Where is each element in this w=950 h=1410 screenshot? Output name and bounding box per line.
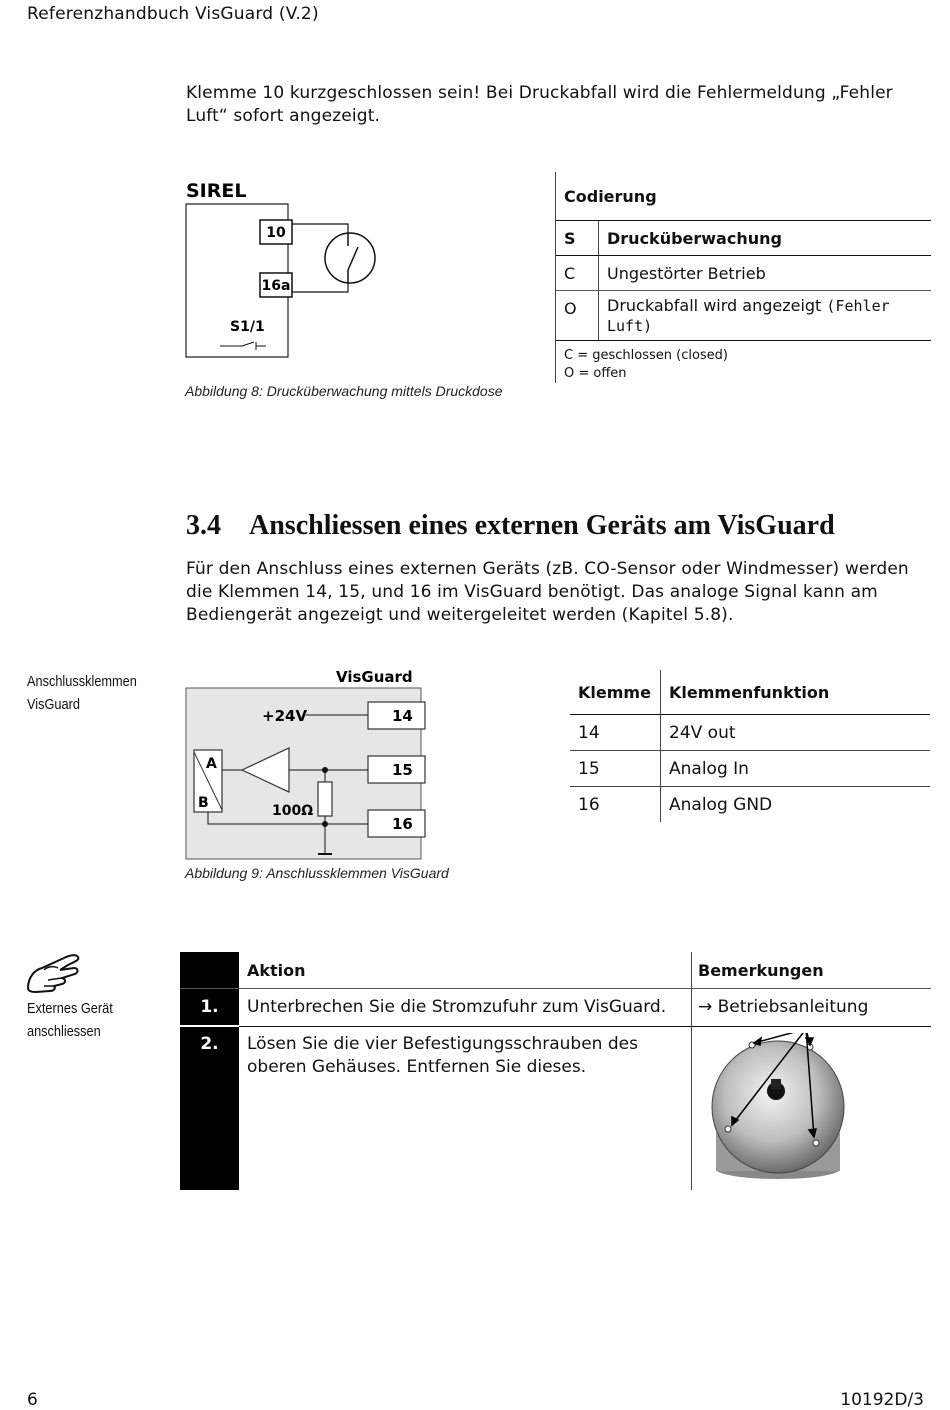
sidebar-line: anschliessen [27,1023,101,1040]
section-number: 3.4 [186,510,221,541]
action-table-wrapper [180,952,931,1190]
running-header: Referenzhandbuch VisGuard (V.2) [27,4,319,24]
table-cell-desc: Druckabfall wird angezeigt [607,296,822,315]
step-action: Lösen Sie die vier Befestigungsschrauben des oberen Gehäuses. Entfernen Sie dieses. [239,1026,692,1190]
legend-line: C = geschlossen (closed) [564,348,729,363]
resistor-label: 100Ω [272,803,314,819]
document-id: 10192D/3 [840,1390,924,1410]
table-header-action: Aktion [239,952,692,989]
switch-label: S1/1 [230,319,265,335]
table-cell-code: O [556,291,599,341]
sidebar-line: Externes Gerät [27,1000,113,1017]
klemme-table-wrapper [570,670,930,822]
action-table [180,952,931,1190]
pressure-switch-diagram [184,176,384,360]
visguard-terminals-diagram [184,664,432,862]
table-cell-klemme: 15 [570,751,661,787]
step-action: Unterbrechen Sie die Stromzufuhr zum VisGuard. [239,989,692,1027]
terminal-10-label: 10 [266,225,286,241]
codierung-table-wrapper [555,172,931,383]
terminal-16-label: 16 [392,815,413,833]
sidebar-line: Anschlussklemmen [27,673,137,690]
page-number: 6 [27,1390,38,1410]
sidebar-label-terminals [27,670,137,716]
table-row [180,989,931,1027]
intro-paragraph: Klemme 10 kurzgeschlossen sein! Bei Druckabfall wird die Fehlermeldung „Fehler Luft“ sofort angezeigt. [186,83,893,126]
section-paragraph: Für den Anschluss eines externen Geräts (zB. CO-Sensor oder Windmesser) werden die Klemmen 14, 15, und 16 im VisGuard benötigt. Das analoge Signal kann am Bediengerät angezeigt und weitergeleitet werden (Kapitel 5.8). [186,559,909,625]
table-cell-funktion: 24V out [661,715,931,751]
figure9-caption: Abbildung 9: Anschlussklemmen VisGuard [185,865,449,881]
step-number: 1. [180,989,239,1027]
supply-label: +24V [262,707,308,725]
terminal-15-label: 15 [392,761,413,779]
table-row [556,256,931,291]
table-cell-funktion: Analog In [661,751,931,787]
table-row [570,787,930,823]
table-cell-code: C [556,256,599,291]
terminal-14-label: 14 [392,707,413,725]
table-header-remarks: Bemerkungen [692,952,932,989]
table-header-klemme: Klemme [570,670,661,715]
table-cell-funktion: Analog GND [669,794,773,815]
section-title: Anschliessen eines externen Geräts am VisGuard [249,510,835,541]
table-cell-klemme: 16 [570,787,661,823]
resistor-symbol [318,782,332,816]
table-row [180,1026,931,1190]
section-heading [186,510,835,542]
sidebar-label-connect [27,997,113,1043]
step-number: 2. [180,1026,239,1190]
legend-line: O = offen [564,366,627,381]
table-cell-desc-mono: (Fehler Luft) [607,297,890,335]
visguard-title: VisGuard [336,668,413,686]
sirel-logo: SIREL [186,180,247,202]
table-cell-klemme: 14 [570,715,661,751]
codierung-table [556,172,931,383]
sensor-b-label: B [198,795,209,811]
housing-photo [698,1033,858,1179]
sidebar-line: VisGuard [27,696,80,713]
klemme-table [570,670,930,822]
sensor-a-label: A [206,756,217,772]
table-header-desc: Drucküberwachung [599,221,932,256]
table-row [556,291,931,341]
codierung-title: Codierung [556,172,931,221]
table-cell-desc: Ungestörter Betrieb [599,256,932,291]
table-row [570,715,930,751]
table-header-code: S [556,221,599,256]
pointing-hand-icon [24,948,84,996]
terminal-16a-label: 16a [261,278,291,294]
pressure-switch-symbol [325,233,375,283]
table-row [570,751,930,787]
table-header-funktion: Klemmenfunktion [661,670,931,715]
step-remark: → Betriebsanleitung [692,989,932,1027]
figure8-caption: Abbildung 8: Drucküberwachung mittels Druckdose [185,383,503,399]
